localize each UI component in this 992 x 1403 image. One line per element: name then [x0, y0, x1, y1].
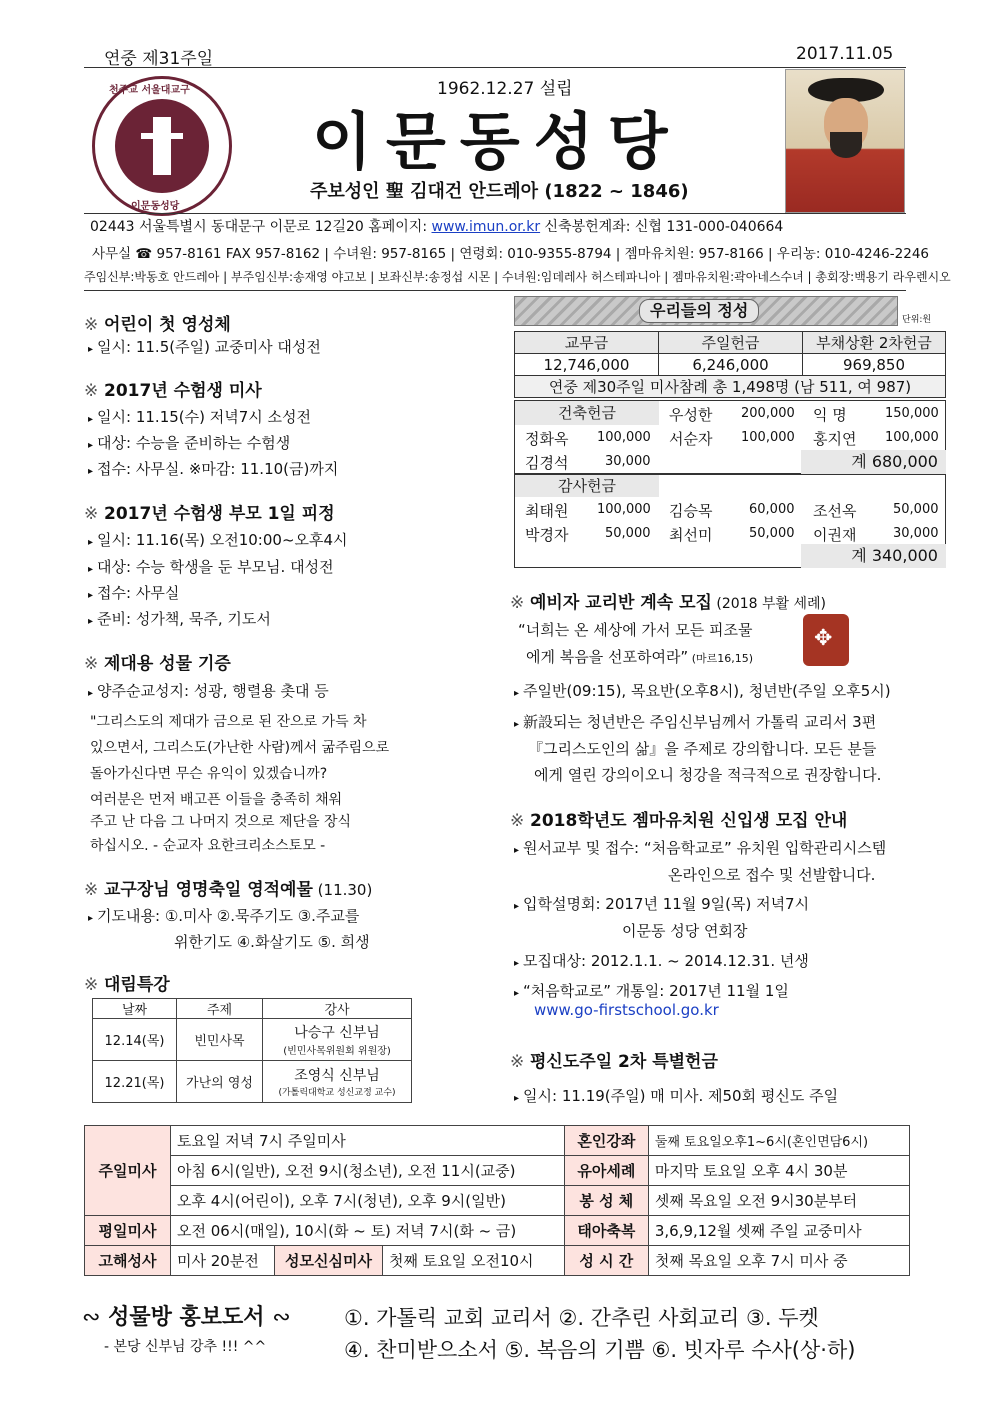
lecture-table — [92, 998, 412, 1103]
donor-name: 박경자 — [525, 526, 569, 544]
patron-saint: 주보성인 聖 김대건 안드레아 (1822 ~ 1846) — [310, 181, 689, 202]
sparkle-icon: ※ — [84, 975, 99, 995]
thanks-label: 감사헌금 — [515, 475, 659, 497]
list-item: ▸ 일시: 11.16(목) 오전10:00~오후4시 — [88, 531, 348, 549]
donor-amount: 30,000 — [605, 454, 651, 469]
mass-schedule-table — [84, 1125, 910, 1276]
donor-amount: 50,000 — [749, 526, 795, 541]
table-cell: 6,246,000 — [659, 354, 803, 376]
list-item: ▸ 원서교부 및 접수: “처음학교로” 유치원 입학관리시스템 — [514, 839, 887, 857]
scripture-quote: 에게 복음을 선포하여라” (마르16,15) — [526, 648, 754, 666]
devotion-label: 성모신심미사 — [275, 1246, 383, 1276]
table-cell: 마지막 토요일 오후 4시 30분 — [648, 1156, 909, 1186]
table-row — [85, 1156, 910, 1186]
building-label: 건축헌금 — [515, 401, 659, 425]
list-item-continued: 『그리스도인의 삶』을 주제로 강의합니다. 모든 분들 — [528, 740, 877, 758]
donor-amount: 100,000 — [597, 430, 651, 445]
column-header: 주제 — [177, 999, 263, 1019]
sparkle-icon: ※ — [84, 654, 99, 674]
sparkle-icon: ※ — [510, 593, 525, 613]
church-icon — [153, 117, 171, 175]
fetus-blessing-label: 태아축복 — [564, 1216, 648, 1246]
table-cell: 나승구 신부님 (빈민사목위원회 위원장) — [263, 1019, 412, 1061]
donor-amount: 200,000 — [741, 406, 795, 421]
sparkle-icon: ※ — [84, 880, 99, 900]
donor-name: 서순자 — [669, 430, 713, 448]
list-item-continued: 온라인으로 접수 및 선발합니다. — [668, 866, 876, 884]
bookstore-sub: - 본당 신부님 강추 !!! ^^ — [104, 1339, 267, 1355]
table-cell: 가난의 영성 — [177, 1061, 263, 1103]
table-cell: 둘째 토요일오후1~6시(혼인면담6시) — [648, 1126, 909, 1156]
table-cell: 미사 20분전 — [171, 1246, 275, 1276]
list-item: ▸ “처음학교로” 개통일: 2017년 11월 1일 — [514, 982, 789, 1000]
table-cell: 12,746,000 — [515, 354, 659, 376]
section-catechumen: ※ 예비자 교리반 계속 모집 (2018 부활 세례) — [510, 593, 826, 613]
table-row — [93, 1061, 412, 1103]
list-item-continued: 에게 열린 강의이오니 청강을 적극적으로 권장합니다. — [534, 766, 882, 784]
dove-image — [803, 614, 849, 666]
address-line — [90, 216, 783, 236]
building-total: 계 680,000 — [801, 450, 946, 474]
marriage-label: 혼인강좌 — [564, 1126, 648, 1156]
book-list-1: ①. 가톨릭 교회 교리서 ②. 간추린 사회교리 ③. 두켓 — [344, 1306, 819, 1330]
donor-name: 최태원 — [525, 502, 569, 520]
list-item: ▸ 기도내용: ①.미사 ②.묵주기도 ③.주교를 — [88, 907, 360, 925]
table-row — [93, 1019, 412, 1061]
table-cell: 12.14(목) — [93, 1019, 177, 1061]
table-cell: 조영식 신부님 (가톨릭대학교 성신교정 교수) — [263, 1061, 412, 1103]
table-cell: 첫째 목요일 오후 7시 미사 중 — [648, 1246, 909, 1276]
donor-name: 조선옥 — [813, 502, 857, 520]
table-cell: 3,6,9,12월 셋째 주일 교중미사 — [648, 1216, 909, 1246]
thanks-fund-box — [514, 474, 946, 568]
communion-label: 봉 성 체 — [564, 1186, 648, 1216]
list-item: ▸ 일시: 11.15(수) 저녁7시 소성전 — [88, 408, 311, 426]
kindergarten-link[interactable]: www.go-firstschool.go.kr — [534, 1001, 719, 1019]
table-row — [515, 376, 946, 398]
list-item: ▸ 주일반(09:15), 목요반(오후8시), 청년반(주일 오후5시) — [514, 682, 891, 700]
section-bishop-feast: ※ 교구장님 영명축일 영적예물 (11.30) — [84, 880, 373, 900]
column-header: 부채상환 2차헌금 — [803, 332, 946, 354]
column-header: 날짜 — [93, 999, 177, 1019]
table-row — [515, 332, 946, 354]
donor-name: 정화옥 — [525, 430, 569, 448]
quote-line: 하십시오. - 순교자 요한크리소스토모 - — [90, 838, 326, 854]
table-cell: 빈민사목 — [177, 1019, 263, 1061]
section-altar-donation: ※ 제대용 성물 기증 — [84, 654, 231, 674]
list-item-continued: 위한기도 ④.화살기도 ⑤. 희생 — [174, 933, 370, 951]
address-text: 02443 서울특별시 동대문구 이문로 12길20 홈페이지: — [90, 219, 432, 235]
donor-name: 최선미 — [669, 526, 713, 544]
list-item: ▸ 입학설명회: 2017년 11월 9일(목) 저녁7시 — [514, 895, 810, 913]
section-parent-retreat: ※ 2017년 수험생 부모 1일 피정 — [84, 504, 335, 524]
list-item: ▸ 접수: 사무실 — [88, 584, 180, 602]
donor-name: 김승목 — [669, 502, 713, 520]
donation-title: 우리들의 정성 — [639, 299, 759, 323]
founded-date: 1962.12.27 설립 — [437, 79, 573, 99]
book-list-2: ④. 찬미받으소서 ⑤. 복음의 기쁨 ⑥. 빗자루 수사(상·하) — [344, 1338, 856, 1362]
donor-amount: 50,000 — [893, 502, 939, 517]
sparkle-icon: ※ — [510, 1052, 525, 1072]
scripture-quote: “너희는 온 세상에 가서 모든 피조물 — [518, 621, 753, 639]
issue-date: 2017.11.05 — [796, 44, 894, 64]
list-item: ▸ 접수: 사무실. ※마감: 11.10(금)까지 — [88, 460, 339, 478]
list-item: ▸ 양주순교성지: 성광, 행렬용 촛대 등 — [88, 682, 329, 700]
table-cell: 토요일 저녁 7시 주일미사 — [171, 1126, 565, 1156]
quote-line: 여러분은 먼저 배고픈 이들을 충족히 채워 — [90, 792, 343, 808]
parish-title: 이문동성당 — [312, 105, 682, 178]
section-advent-lecture: ※ 대림특강 — [84, 975, 170, 995]
table-cell: 12.21(목) — [93, 1061, 177, 1103]
list-item: ▸ 모집대상: 2012.1.1. ~ 2014.12.31. 년생 — [514, 952, 809, 970]
table-cell: 오전 06시(매일), 10시(화 ~ 토) 저녁 7시(화 ~ 금) — [171, 1216, 565, 1246]
account-text: 신축봉헌계좌: 신협 131-000-040664 — [540, 219, 784, 235]
section-kindergarten: ※ 2018학년도 젬마유치원 신입생 모집 안내 — [510, 811, 848, 831]
donation-summary-table — [514, 331, 946, 398]
list-item: ▸ 준비: 성가책, 묵주, 기도서 — [88, 610, 271, 628]
donor-name: 이권재 — [813, 526, 857, 544]
list-item: ▸ 대상: 수능을 준비하는 수험생 — [88, 434, 291, 452]
quote-line: 주고 난 다음 그 나머지 것으로 제단을 장식 — [90, 814, 352, 830]
sparkle-icon: ※ — [84, 381, 99, 401]
donation-banner — [514, 296, 898, 326]
section-laity-sunday: ※ 평신도주일 2차 특별헌금 — [510, 1052, 718, 1072]
sunday-mass-label: 주일미사 — [85, 1126, 171, 1216]
table-row — [515, 354, 946, 376]
table-row — [85, 1186, 910, 1216]
donor-amount: 30,000 — [893, 526, 939, 541]
week-label: 연중 제31주일 — [104, 49, 214, 69]
donor-amount: 100,000 — [597, 502, 651, 517]
table-cell: 아침 6시(일반), 오전 9시(청소년), 오전 11시(교중) — [171, 1156, 565, 1186]
dove-icon: ✥ — [814, 626, 833, 651]
patron-portrait — [785, 69, 905, 213]
header-rule — [84, 213, 906, 214]
sparkle-icon: ※ — [84, 315, 99, 335]
donor-amount: 100,000 — [741, 430, 795, 445]
table-row — [85, 1216, 910, 1246]
phone-line: 사무실 ☎ 957-8161 FAX 957-8162 | 수녀원: 957-8165 | 연령회: 010-9355-8794 | 젬마유치원: 957-8166 | 우리농: 010-4246-2246 — [92, 246, 929, 262]
section-first-communion: ※ 어린이 첫 영성체 — [84, 315, 231, 335]
donor-amount: 50,000 — [605, 526, 651, 541]
column-header: 주일헌금 — [659, 332, 803, 354]
contact-rule — [84, 290, 906, 291]
bookstore-title: ∾ 성물방 홍보도서 ∾ — [82, 1305, 291, 1330]
table-cell: 오후 4시(어린이), 오후 7시(청년), 오후 9시(일반) — [171, 1186, 565, 1216]
top-rule — [84, 67, 906, 68]
list-item: ▸ 일시: 11.19(주일) 매 미사. 제50회 평신도 주일 — [514, 1087, 839, 1105]
infant-baptism-label: 유아세례 — [564, 1156, 648, 1186]
homepage-link[interactable]: www.imun.or.kr — [431, 219, 541, 235]
seal-bottom-text: 이문동성당 — [131, 201, 180, 212]
holy-hour-label: 성 시 간 — [564, 1246, 648, 1276]
donor-amount: 150,000 — [885, 406, 939, 421]
church-seal-logo — [92, 76, 232, 216]
donor-name: 김경석 — [525, 454, 569, 472]
quote-line: 돌아가신다면 무슨 유익이 있겠습니까? — [90, 766, 328, 782]
sparkle-icon: ※ — [84, 504, 99, 524]
donor-amount: 100,000 — [885, 430, 939, 445]
column-header: 교무금 — [515, 332, 659, 354]
list-item-continued: 이문동 성당 연회장 — [622, 922, 748, 940]
seal-top-text: 천주교 서울대교구 — [109, 85, 190, 96]
unit-label: 단위:원 — [902, 315, 932, 325]
table-cell: 셋째 목요일 오전 9시30분부터 — [648, 1186, 909, 1216]
table-row — [85, 1126, 910, 1156]
confession-label: 고해성사 — [85, 1246, 171, 1276]
section-exam-mass: ※ 2017년 수험생 미사 — [84, 381, 262, 401]
list-item: ▸ 新設되는 청년반은 주임신부님께서 가톨릭 교리서 3편 — [514, 713, 877, 731]
ornament-right-icon: ∾ — [272, 1305, 291, 1330]
donor-name: 익 명 — [813, 406, 847, 424]
table-cell: 첫째 토요일 오전10시 — [383, 1246, 565, 1276]
quote-line: 있으면서, 그리스도(가난한 사람)께서 굶주림으로 — [90, 740, 390, 756]
weekday-mass-label: 평일미사 — [85, 1216, 171, 1246]
attendance-cell: 연중 제30주일 미사참례 총 1,498명 (남 511, 여 987) — [515, 376, 946, 398]
list-item: ▸ 대상: 수능 학생을 둔 부모님. 대성전 — [88, 558, 334, 576]
table-cell: 969,850 — [803, 354, 946, 376]
donor-name: 우성한 — [669, 406, 713, 424]
donor-name: 홍지연 — [813, 430, 857, 448]
building-fund-box — [514, 400, 946, 474]
donor-amount: 60,000 — [749, 502, 795, 517]
thanks-total: 계 340,000 — [801, 544, 946, 568]
quote-line: "그리스도의 제대가 금으로 된 잔으로 가득 차 — [90, 714, 367, 730]
staff-line: 주임신부:박동호 안드레아 | 부주임신부:송재영 야고보 | 보좌신부:송정섭 시몬 | 수녀원:임데레사 허스테파니아 | 젬마유치원:곽아네스수녀 | 총회장:백용기 라우렌시오 — [84, 270, 951, 284]
sparkle-icon: ※ — [510, 811, 525, 831]
table-row — [85, 1246, 910, 1276]
list-item: ▸ 일시: 11.5(주일) 교중미사 대성전 — [88, 338, 321, 356]
column-header: 강사 — [263, 999, 412, 1019]
ornament-left-icon: ∾ — [82, 1305, 101, 1330]
